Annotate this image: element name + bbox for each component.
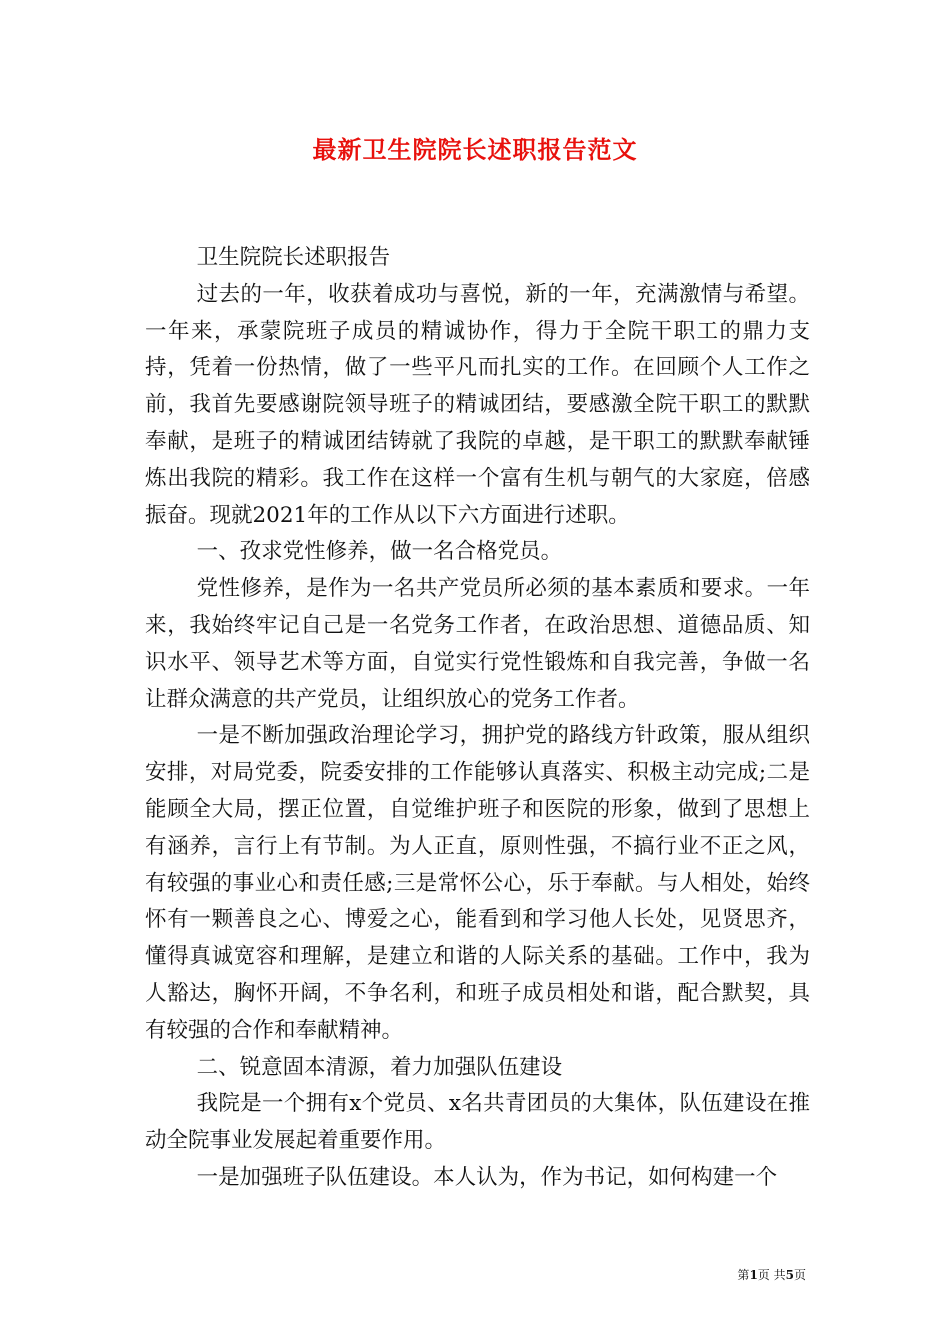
paragraph-team-building: 我院是一个拥有x个党员、x名共青团员的大集体，队伍建设在推动全院事业发展起着重要作用。 xyxy=(145,1091,810,1154)
paragraph-intro: 过去的一年，收获着成功与喜悦，新的一年，充满激情与希望。一年来，承蒙院班子成员的精诚协作，得力于全院干职工的鼎力支持，凭着一份热情，做了一些平凡而扎实的工作。在回顾个人工作之前，我首先要感谢院领导班子的精诚团结，要感激全院干职工的默默奉献，是班子的精诚团结铸就了我院的卓越，是干职工的默默奉献锤炼出我院的精彩。我工作在这样一个富有生机与朝气的大家庭，倍感振奋。现就2021年的工作从以下六方面进行述职。 xyxy=(145,281,810,528)
footer-suffix: 页 xyxy=(793,1268,806,1282)
document-title: 最新卫生院院长述职报告范文 xyxy=(312,135,638,164)
document-body xyxy=(145,240,810,1197)
section-heading-1: 一、孜求党性修养，做一名合格党员。 xyxy=(196,539,563,565)
total-pages-number: 5 xyxy=(785,1268,794,1282)
paragraph-party-cultivation: 党性修养，是作为一名共产党员所必须的基本素质和要求。一年来，我始终牢记自己是一名党务工作者，在政治思想、道德品质、知识水平、领导艺术等方面，自觉实行党性锻炼和自我完善，争做一名让群众满意的共产党员，让组织放心的党务工作者。 xyxy=(145,576,810,712)
paragraph-three-points: 一是不断加强政治理论学习，拥护党的路线方针政策，服从组织安排，对局党委，院委安排的工作能够认真落实、积极主动完成;二是能顾全大局，摆正位置，自觉维护班子和医院的形象，做到了思想上有涵养，言行上有节制。为人正直，原则性强，不搞行业不正之风，有较强的事业心和责任感;三是常怀公心，乐于奉献。与人相处，始终怀有一颗善良之心、博爱之心，能看到和学习他人长处，见贤思齐，懂得真诚宽容和理解，是建立和谐的人际关系的基础。工作中，我为人豁达，胸怀开阔，不争名利，和班子成员相处和谐，配合默契，具有较强的合作和奉献精神。 xyxy=(145,723,810,1043)
paragraph-leadership: 一是加强班子队伍建设。本人认为，作为书记，如何构建一个 xyxy=(196,1164,778,1190)
paragraph-subtitle: 卫生院院长述职报告 xyxy=(196,245,391,270)
page-footer xyxy=(0,1267,806,1283)
section-heading-2: 二、锐意固本清源，着力加强队伍建设 xyxy=(196,1054,563,1080)
current-page-number: 1 xyxy=(749,1268,758,1282)
footer-prefix: 第 xyxy=(737,1268,750,1282)
footer-middle: 页 共 xyxy=(757,1268,786,1282)
